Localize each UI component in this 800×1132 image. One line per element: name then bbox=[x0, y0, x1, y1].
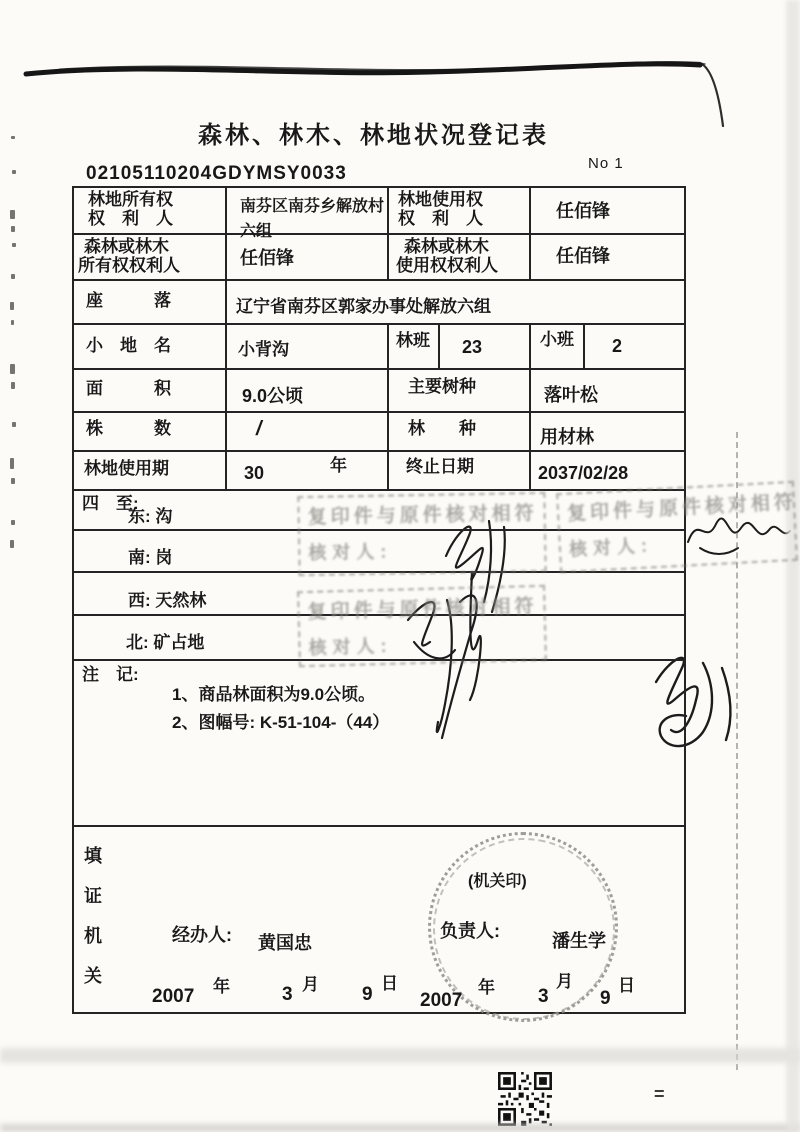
responsible-name: 潘生学 bbox=[552, 931, 606, 951]
scan-speck bbox=[11, 478, 15, 484]
verify-stamp-west bbox=[297, 585, 547, 667]
serial-number: 02105110204GDYMSY0033 bbox=[86, 163, 347, 184]
land-owner-value-line2: 六组 bbox=[240, 223, 273, 240]
boundary-south: 南: 岗 bbox=[128, 548, 173, 567]
qr-code bbox=[498, 1072, 552, 1126]
verify-stamp-text: 复印件与原件核对相符 bbox=[307, 595, 538, 623]
scan-speck bbox=[12, 243, 16, 247]
land-owner-value: 南芬区南芬乡解放村 bbox=[240, 198, 385, 215]
land-user-label-line2: 权 利 人 bbox=[398, 209, 483, 228]
boundary-north: 北: 矿占地 bbox=[126, 633, 205, 652]
forest-section-label: 林班 bbox=[396, 331, 430, 350]
use-period-unit: 年 bbox=[330, 456, 347, 475]
boundary-east: 东: 沟 bbox=[128, 507, 173, 526]
equals-mark: = bbox=[654, 1084, 665, 1104]
table-line bbox=[438, 323, 440, 368]
scan-speck bbox=[10, 302, 14, 310]
note-item-1: 1、商品林面积为9.0公顷。 bbox=[172, 685, 376, 704]
forest-owner-label: 森林或林木 bbox=[84, 237, 169, 256]
table-line bbox=[583, 323, 585, 368]
agency-seal-placeholder: (机关印) bbox=[468, 873, 527, 890]
sub-section-value: 2 bbox=[612, 336, 623, 356]
signature-right-margin bbox=[656, 658, 730, 746]
use-period-label: 林地使用期 bbox=[84, 459, 169, 478]
verify-stamp-east bbox=[297, 492, 546, 576]
date-left-month-unit: 月 bbox=[302, 975, 319, 994]
location-label: 座 落 bbox=[86, 291, 171, 310]
scan-speck bbox=[11, 520, 15, 525]
area-value: 9.0公顷 bbox=[242, 386, 304, 406]
verify-stamp-text: 复印件与原件核对相符 bbox=[307, 502, 538, 528]
forest-owner-label-line2: 所有权权利人 bbox=[78, 256, 180, 275]
table-line bbox=[72, 233, 686, 235]
right-edge-shadow bbox=[786, 0, 800, 1132]
scan-speck bbox=[11, 226, 15, 232]
date-left-day: 9 bbox=[362, 984, 373, 1005]
scan-smudge-band bbox=[0, 1048, 800, 1063]
date-right-day-unit: 日 bbox=[618, 976, 635, 995]
end-date-label: 终止日期 bbox=[406, 457, 474, 476]
issuer-org-char-3: 机 bbox=[84, 926, 102, 946]
tree-count-label: 株 数 bbox=[86, 419, 171, 438]
table-line bbox=[72, 825, 686, 827]
responsible-label: 负责人: bbox=[440, 921, 500, 941]
scan-speck bbox=[11, 136, 15, 139]
land-owner-label: 林地所有权 bbox=[88, 190, 173, 209]
table-line bbox=[529, 186, 531, 279]
table-line bbox=[72, 279, 686, 281]
form-title: 森林、林木、林地状况登记表 bbox=[198, 122, 549, 149]
forest-user-label-line2: 使用权权利人 bbox=[396, 256, 498, 275]
verify-stamp-signer-label: 核对人: bbox=[308, 635, 393, 658]
tree-count-value: / bbox=[256, 418, 262, 440]
verify-stamp-signer-label: 核对人: bbox=[308, 541, 393, 563]
verify-stamp-text: 复印件与原件核对相符 bbox=[566, 491, 798, 525]
forest-type-value: 用材林 bbox=[540, 427, 594, 447]
table-line bbox=[225, 186, 227, 489]
scan-speck bbox=[10, 210, 15, 219]
boundaries-label: 四 至: bbox=[82, 494, 139, 513]
issuer-org-char-1: 填 bbox=[84, 846, 102, 866]
notes-label: 注 记: bbox=[82, 665, 139, 684]
table-line bbox=[387, 323, 389, 489]
end-date-value: 2037/02/28 bbox=[538, 463, 629, 483]
land-user-value: 任佰锋 bbox=[556, 201, 610, 221]
date-left-year: 2007 bbox=[152, 986, 195, 1007]
date-left-day-unit: 日 bbox=[381, 974, 398, 993]
main-species-label: 主要树种 bbox=[408, 377, 476, 396]
area-label: 面 积 bbox=[86, 379, 171, 398]
sheet-number: No 1 bbox=[588, 155, 624, 172]
table-line bbox=[72, 1012, 686, 1014]
issuer-org-char-2: 证 bbox=[84, 886, 102, 906]
boundary-west: 西: 天然林 bbox=[128, 591, 207, 610]
date-right-month-unit: 月 bbox=[556, 972, 573, 991]
bottom-edge-shadow bbox=[0, 1124, 800, 1132]
forest-section-value: 23 bbox=[462, 337, 483, 357]
table-line bbox=[72, 323, 686, 325]
forest-owner-value: 任佰锋 bbox=[240, 248, 294, 268]
use-period-value: 30 bbox=[244, 463, 265, 483]
table-line bbox=[529, 323, 531, 489]
note-item-2: 2、图幅号: K-51-104-（44） bbox=[172, 713, 390, 732]
main-species-value: 落叶松 bbox=[544, 385, 598, 405]
date-left-month: 3 bbox=[282, 984, 293, 1005]
forest-user-value: 任佰锋 bbox=[556, 246, 610, 266]
scan-speck bbox=[11, 382, 15, 389]
top-scan-line bbox=[26, 62, 723, 126]
table-line bbox=[72, 411, 686, 413]
table-line bbox=[684, 186, 686, 1014]
scan-speck bbox=[11, 320, 14, 325]
date-left-year-unit: 年 bbox=[213, 977, 230, 996]
table-line bbox=[72, 186, 686, 188]
table-line bbox=[387, 186, 389, 279]
scan-speck bbox=[10, 540, 14, 548]
place-name-label: 小 地 名 bbox=[86, 336, 171, 355]
verify-stamp-signer-label: 核对人: bbox=[568, 535, 654, 560]
handler-label: 经办人: bbox=[172, 925, 232, 945]
land-owner-label-line2: 权 利 人 bbox=[88, 209, 173, 228]
scan-speck bbox=[10, 364, 15, 374]
table-line bbox=[72, 450, 686, 452]
location-value: 辽宁省南芬区郭家办事处解放六组 bbox=[236, 297, 491, 316]
date-right-day: 9 bbox=[600, 988, 611, 1009]
sub-section-label: 小班 bbox=[540, 330, 574, 349]
forest-type-label: 林 种 bbox=[408, 419, 476, 438]
scan-speck bbox=[12, 170, 16, 174]
land-user-label: 林地使用权 bbox=[398, 190, 483, 209]
table-line bbox=[72, 368, 686, 370]
handler-name: 黄国忠 bbox=[258, 933, 312, 953]
issuer-org-char-4: 关 bbox=[84, 966, 102, 986]
scan-speck bbox=[10, 458, 14, 469]
place-name-value: 小背沟 bbox=[238, 340, 289, 359]
date-right-year-unit: 年 bbox=[478, 978, 495, 997]
date-right-month: 3 bbox=[538, 986, 549, 1007]
scan-speck bbox=[12, 422, 16, 427]
forest-user-label: 森林或林木 bbox=[404, 237, 489, 256]
date-right-year: 2007 bbox=[420, 990, 463, 1011]
scan-speck bbox=[11, 274, 15, 279]
verify-stamp-right bbox=[556, 481, 798, 573]
table-line bbox=[72, 186, 74, 1014]
